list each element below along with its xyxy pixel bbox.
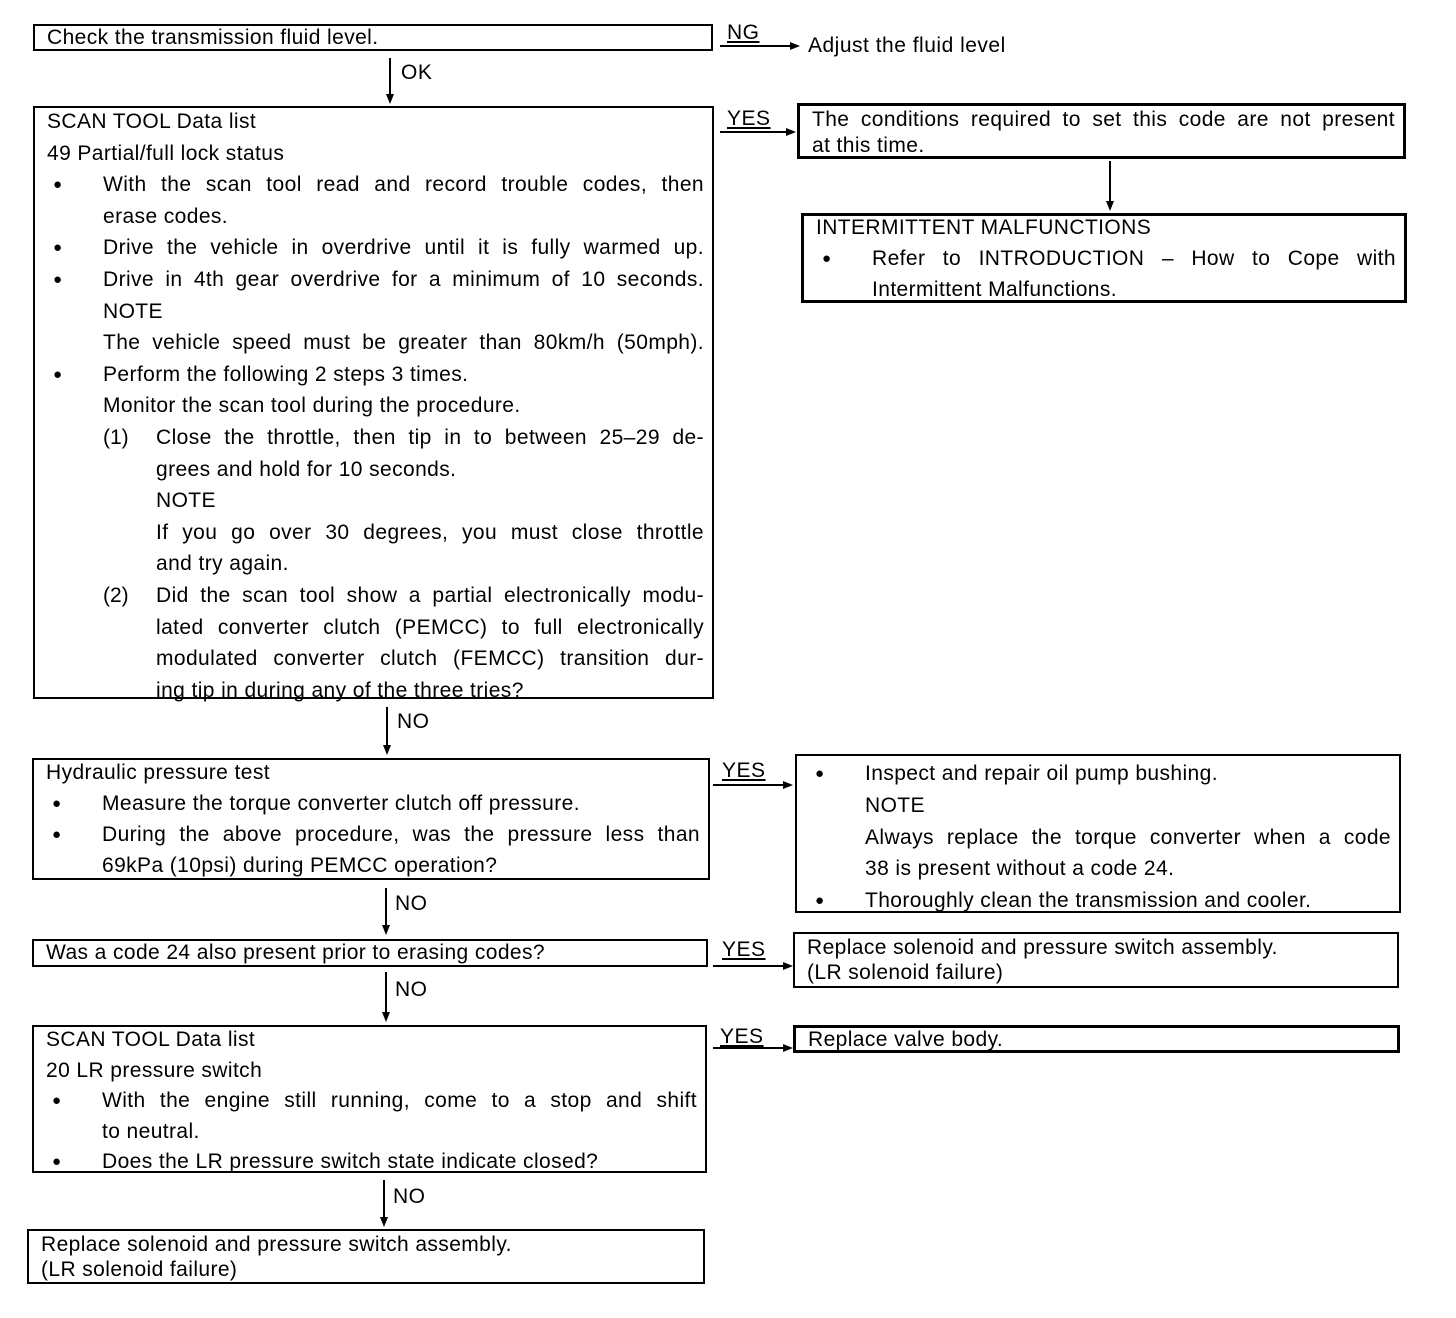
box-fluid-check: [33, 24, 713, 51]
label-no-2: NO: [395, 892, 428, 915]
label-yes-4: YES: [720, 1025, 764, 1048]
box-text-line: 20 LR pressure switch: [46, 1058, 263, 1082]
box-text-line: lated converter clutch (PEMCC) to full electronically: [156, 615, 704, 639]
box-scan-tool-20: [32, 1025, 707, 1173]
bullet-icon: ●: [53, 239, 63, 257]
arrow-yes-1: [720, 131, 786, 133]
box-text-line: Does the LR pressure switch state indicate closed?: [102, 1150, 599, 1173]
step-number: (2): [103, 584, 129, 607]
bullet-icon: ●: [52, 826, 62, 843]
box-text-line: 49 Partial/full lock status: [47, 141, 285, 165]
arrowhead-yes-1: [786, 128, 796, 136]
box-text-line: NOTE: [865, 793, 925, 817]
box-text-line: NOTE: [103, 299, 163, 323]
bullet-icon: ●: [815, 765, 825, 782]
box-text-line: erase codes.: [103, 204, 229, 228]
box-text-line: Monitor the scan tool during the procedure.: [103, 394, 521, 418]
box-text-line: and try again.: [156, 552, 289, 576]
label-no-3: NO: [395, 978, 428, 1001]
box-text-line: Replace valve body.: [808, 1028, 1004, 1051]
arrowhead-no-4: [380, 1217, 388, 1227]
box-replace-solenoid-2: [27, 1229, 705, 1284]
arrowhead-yes-4: [783, 1044, 793, 1052]
label-ok: OK: [401, 61, 433, 84]
box-text-line: Intermittent Malfunctions.: [872, 278, 1117, 301]
box-text-line: SCAN TOOL Data list: [47, 110, 257, 133]
bullet-icon: ●: [815, 892, 825, 910]
arrowhead-ok: [386, 94, 394, 104]
label-no-1: NO: [397, 710, 430, 733]
bullet-icon: ●: [822, 250, 832, 267]
arrow-to-intermittent: [1109, 161, 1111, 201]
box-text-line: Drive in 4th gear overdrive for a minimum of 10 seconds.: [103, 268, 704, 291]
label-yes-1: YES: [727, 107, 771, 130]
box-oil-pump-bushing: [795, 754, 1401, 913]
box-text-line: SCAN TOOL Data list: [46, 1028, 256, 1051]
box-text-line: Replace solenoid and pressure switch assembly.: [807, 936, 1278, 959]
arrow-ng: [720, 45, 790, 47]
box-text-line: Measure the torque converter clutch off pressure.: [102, 792, 580, 815]
box-text-line: Inspect and repair oil pump bushing.: [865, 762, 1218, 785]
arrowhead-no-3: [382, 1012, 390, 1022]
box-text-line: Drive the vehicle in overdrive until it is fully warmed up.: [103, 236, 704, 260]
label-yes-3: YES: [722, 938, 766, 961]
box-text-line: modulated converter clutch (FEMCC) transition dur-: [156, 647, 704, 671]
box-scan-tool-49: [33, 106, 714, 702]
arrow-ok: [389, 58, 391, 94]
box-text-line: With the scan tool read and record trouble codes, then: [103, 173, 704, 197]
arrow-no-4: [383, 1180, 385, 1217]
bullet-icon: ●: [53, 271, 63, 288]
arrowhead-no-2: [382, 925, 390, 935]
box-text-line: ing tip in during any of the three tries?: [156, 678, 524, 702]
box-text-line: (LR solenoid failure): [807, 961, 1004, 984]
adjust-fluid-text: Adjust the fluid level: [808, 34, 1006, 57]
box-text-line: grees and hold for 10 seconds.: [156, 457, 457, 481]
box-text-line: Did the scan tool show a partial electronically modu-: [156, 584, 704, 607]
box-replace-valve-body: [793, 1025, 1400, 1053]
box-replace-solenoid-1: [793, 932, 1399, 988]
arrow-yes-3: [713, 965, 783, 967]
bullet-icon: ●: [52, 1153, 62, 1170]
box-text-line: Refer to INTRODUCTION – How to Cope with: [872, 247, 1396, 270]
arrowhead-yes-3: [783, 962, 793, 970]
box-text-line: 38 is present without a code 24.: [865, 857, 1175, 881]
arrow-no-1: [386, 707, 388, 745]
box-text-line: (LR solenoid failure): [41, 1258, 238, 1281]
label-ng: NG: [727, 21, 760, 44]
arrow-yes-2: [713, 784, 783, 786]
box-text-line: 69kPa (10psi) during PEMCC operation?: [102, 854, 498, 877]
box-text-line: During the above procedure, was the pressure less than: [102, 823, 700, 846]
box-text-line: Check the transmission fluid level.: [47, 26, 379, 49]
arrowhead-to-intermittent: [1106, 201, 1114, 211]
box-text-line: The vehicle speed must be greater than 80km/h (50mph).: [103, 331, 704, 355]
box-text-line: Thoroughly clean the transmission and cooler.: [865, 889, 1312, 913]
arrow-no-2: [385, 888, 387, 925]
box-text-line: Perform the following 2 steps 3 times.: [103, 362, 469, 386]
arrow-no-3: [385, 972, 387, 1012]
box-hydraulic-pressure-test: [32, 758, 710, 880]
box-code-24-question: [32, 939, 708, 967]
box-intermittent-malfunctions: [801, 213, 1407, 303]
bullet-icon: ●: [53, 176, 63, 194]
bullet-icon: ●: [52, 795, 62, 812]
arrowhead-no-1: [383, 745, 391, 755]
box-text-line: Replace solenoid and pressure switch assembly.: [41, 1233, 512, 1256]
bullet-icon: ●: [52, 1092, 62, 1109]
box-text-line: With the engine still running, come to a stop and shift: [102, 1089, 697, 1112]
box-text-line: Always replace the torque converter when a code: [865, 825, 1391, 849]
box-text-line: to neutral.: [102, 1119, 200, 1143]
step-number: (1): [103, 426, 129, 449]
box-conditions-not-present: [797, 103, 1406, 159]
arrowhead-yes-2: [783, 781, 793, 789]
box-text-line: at this time.: [812, 134, 925, 157]
box-text-line: The conditions required to set this code are not present: [812, 108, 1395, 131]
bullet-icon: ●: [53, 365, 63, 383]
arrowhead-ng: [790, 42, 800, 50]
label-no-4: NO: [393, 1185, 426, 1208]
label-yes-2: YES: [722, 759, 766, 782]
box-text-line: If you go over 30 degrees, you must close throttle: [156, 520, 704, 544]
box-text-line: Close the throttle, then tip in to between 25–29 de-: [156, 426, 704, 449]
box-text-line: Hydraulic pressure test: [46, 761, 270, 784]
box-text-line: Was a code 24 also present prior to erasing codes?: [46, 941, 545, 964]
box-text-line: INTERMITTENT MALFUNCTIONS: [816, 216, 1152, 239]
box-text-line: NOTE: [156, 489, 216, 513]
